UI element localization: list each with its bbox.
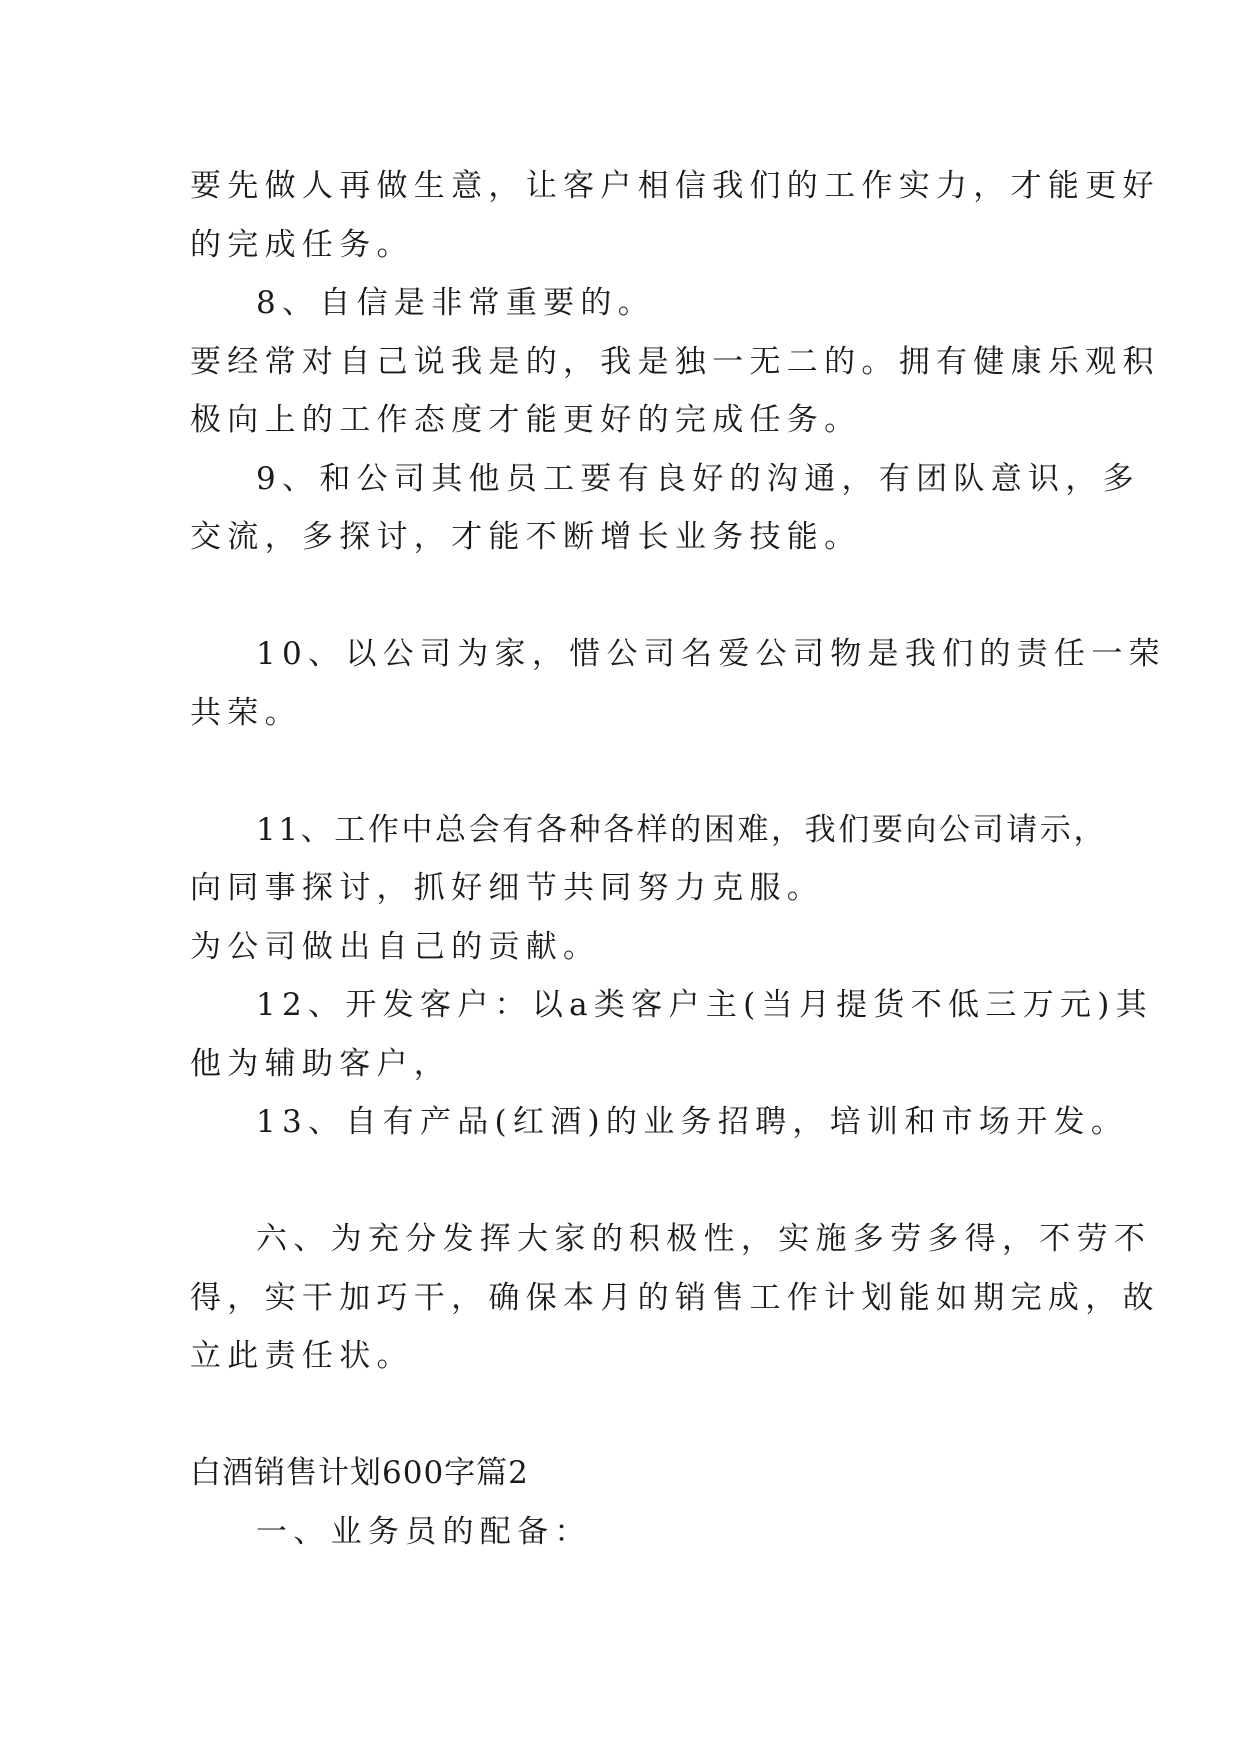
text-line: 的完成任务。	[190, 227, 414, 263]
list-item-10: 10、以公司为家，惜公司名爱公司物是我们的责任一荣	[256, 636, 1166, 672]
text-line: 共荣。	[190, 695, 302, 731]
text-line: 立此责任状。	[190, 1338, 414, 1374]
text-line: 要经常对自己说我是的，我是独一无二的。拥有健康乐观积	[190, 344, 1160, 380]
text-line: 他为辅助客户，	[190, 1046, 452, 1082]
text-line: 得，实干加巧干，确保本月的销售工作计划能如期完成，故	[190, 1280, 1160, 1316]
text-line: 交流，多探讨，才能不断增长业务技能。	[190, 519, 862, 555]
list-item-11: 11、工作中总会有各种各样的困难，我们要向公司请示，	[256, 812, 1108, 848]
section-six: 六、为充分发挥大家的积极性，实施多劳多得，不劳不	[256, 1221, 1152, 1257]
list-item-8: 8、自信是非常重要的。	[256, 285, 656, 321]
list-item-12: 12、开发客户：以a类客户主(当月提货不低三万元)其	[256, 987, 1153, 1023]
section-heading: 白酒销售计划600字篇2	[190, 1455, 529, 1491]
list-item-13: 13、自有产品(红酒)的业务招聘，培训和市场开发。	[256, 1104, 1129, 1140]
text-line: 极向上的工作态度才能更好的完成任务。	[190, 402, 862, 438]
subsection-heading: 一、业务员的配备：	[256, 1514, 592, 1550]
list-item-9: 9、和公司其他员工要有良好的沟通，有团队意识，多	[256, 461, 1140, 497]
text-line: 要先做人再做生意，让客户相信我们的工作实力，才能更好	[190, 168, 1160, 204]
text-line: 向同事探讨，抓好细节共同努力克服。	[190, 870, 825, 906]
text-line: 为公司做出自己的贡献。	[190, 929, 601, 965]
